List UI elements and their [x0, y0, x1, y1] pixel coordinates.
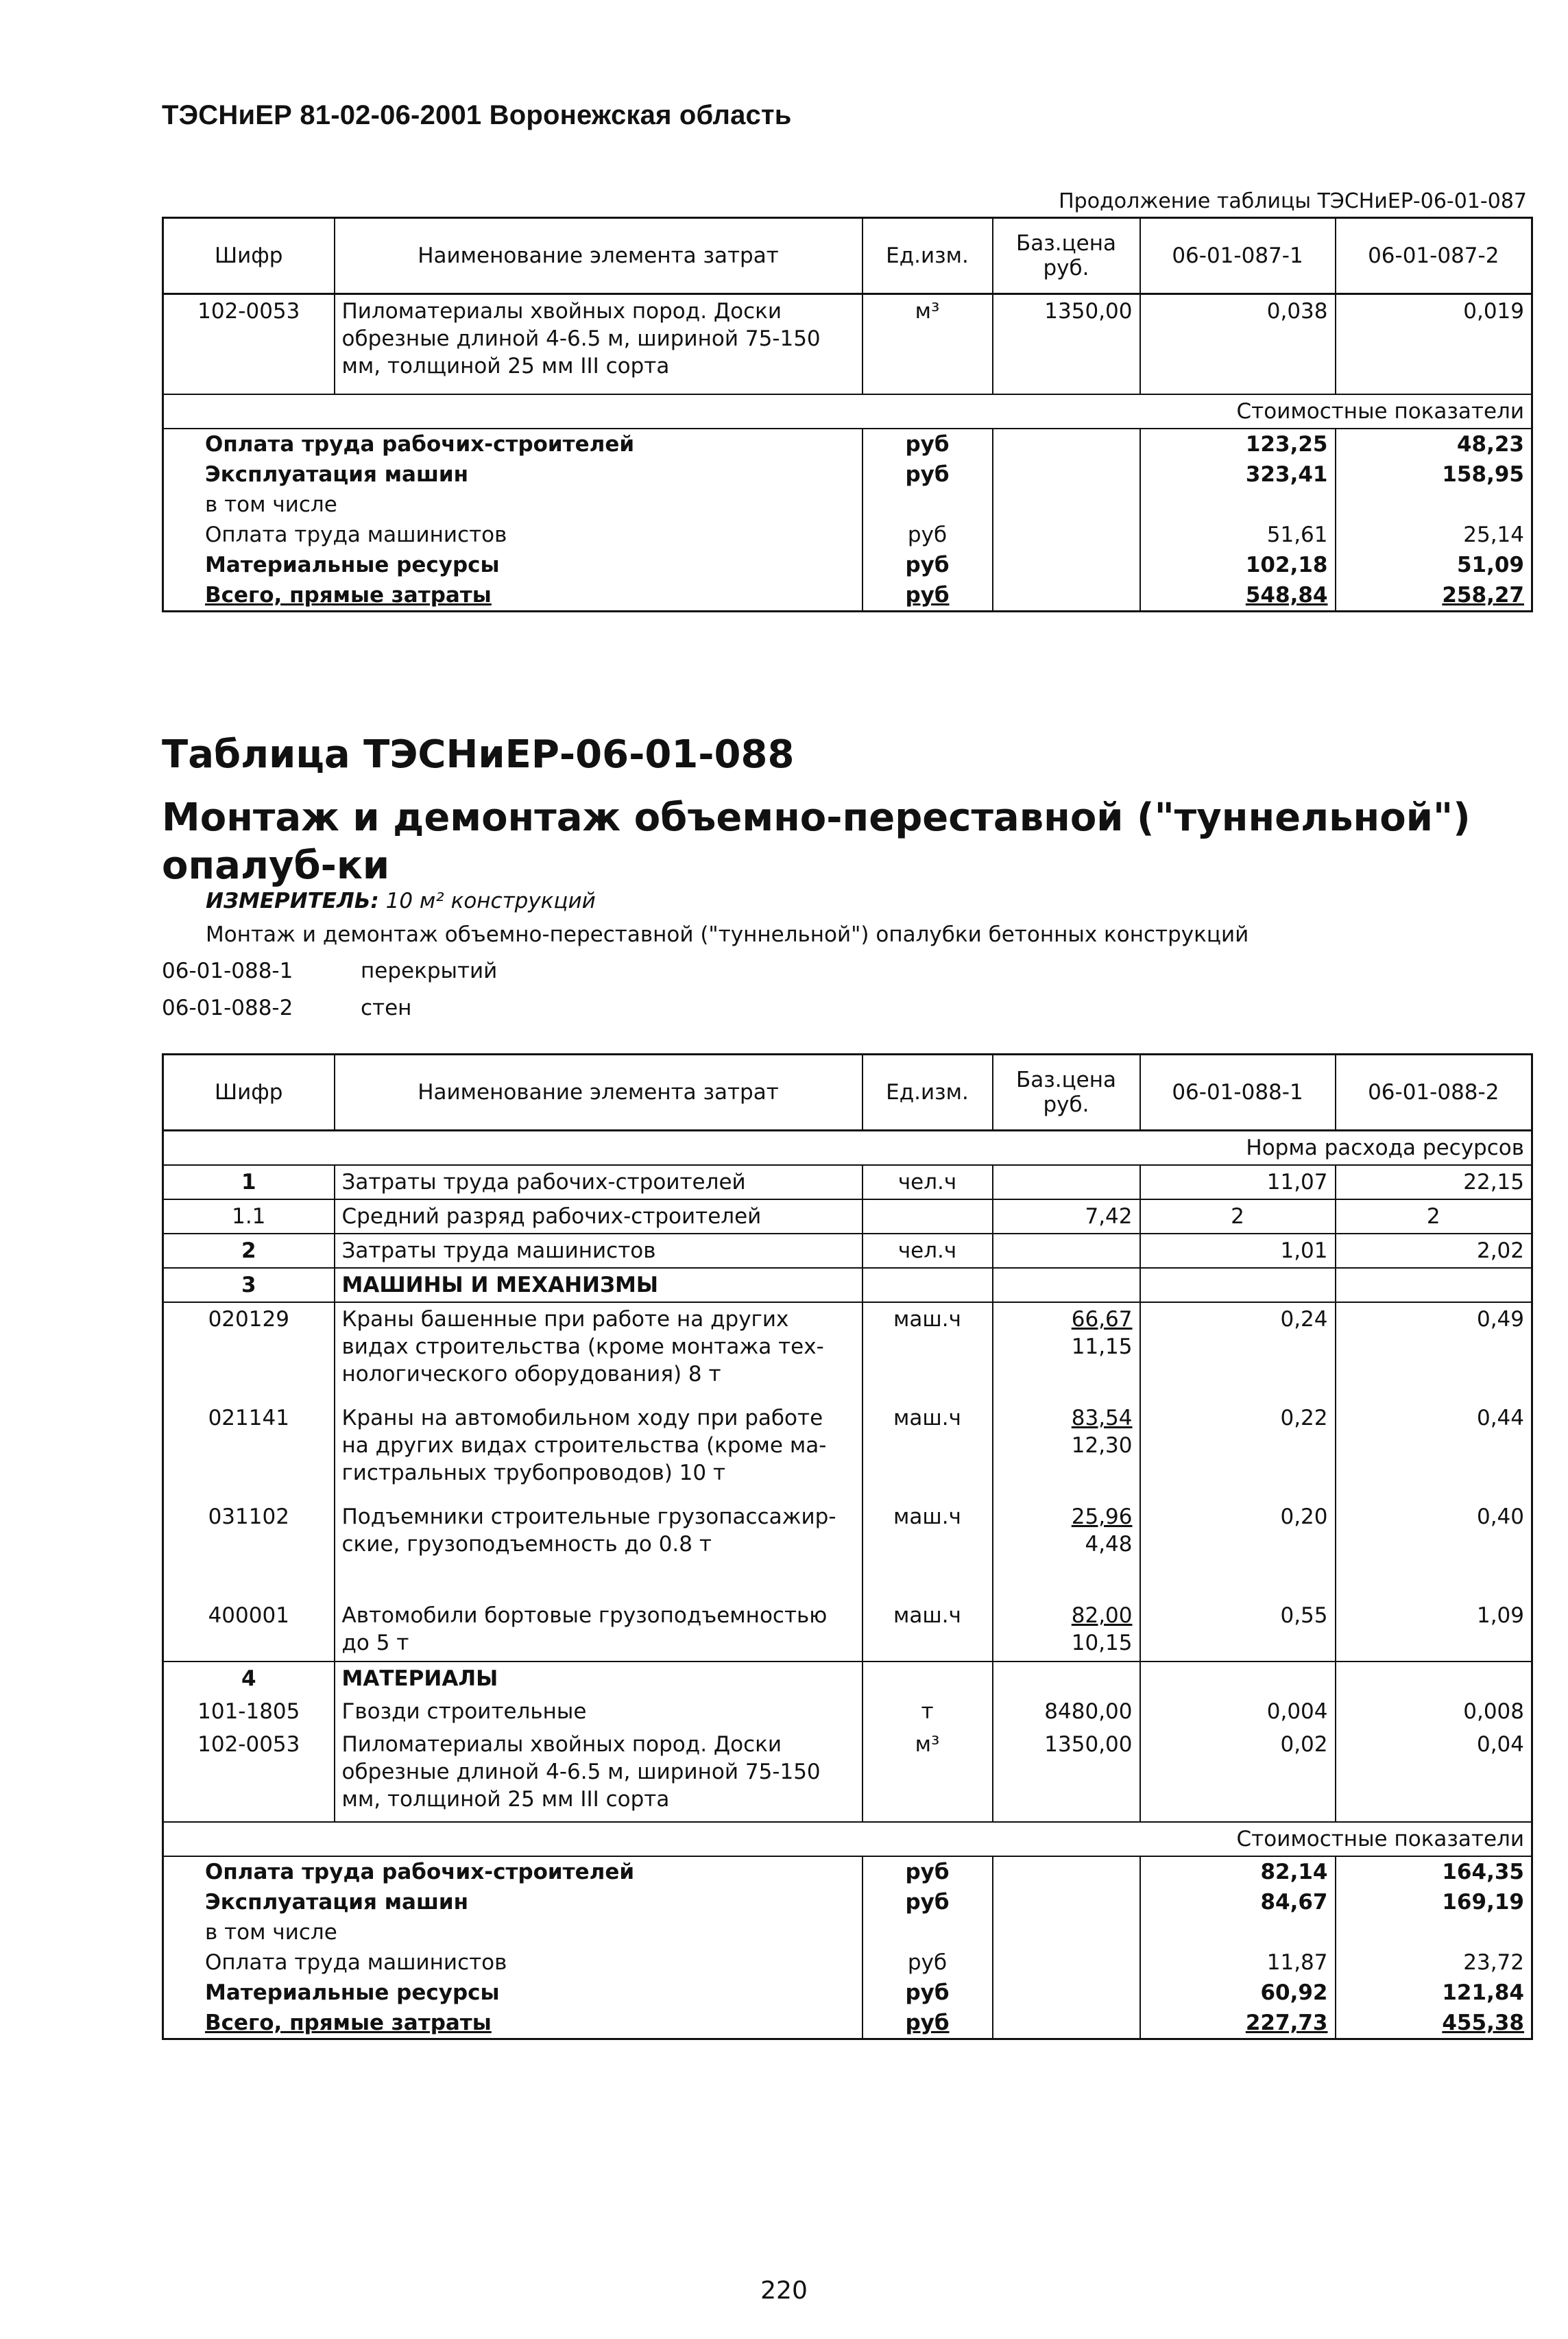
row-value-2: 0,008 — [1336, 1695, 1532, 1728]
column-header-name: Наименование элемента затрат — [335, 218, 863, 294]
cost-unit: руб — [863, 520, 993, 550]
table-row — [163, 1695, 1532, 1728]
cost-value-2 — [1336, 490, 1532, 520]
row-price — [993, 1302, 1140, 1402]
column-header-name: Наименование элемента затрат — [335, 1055, 863, 1131]
section-label: Стоимостные показатели — [163, 394, 1532, 429]
column-header-price: Баз.цена руб. — [993, 1055, 1140, 1131]
row-value-1: 0,02 — [1140, 1728, 1336, 1822]
row-value-2: 0,44 — [1336, 1402, 1532, 1500]
row-value-1: 0,20 — [1140, 1500, 1336, 1599]
row-value-2: 2,02 — [1336, 1234, 1532, 1268]
row-name: Подъемники строительные грузопассажир-ские, грузоподъемность до 0.8 т — [335, 1500, 863, 1599]
row-unit: чел.ч — [863, 1165, 993, 1199]
row-value-2 — [1336, 1268, 1532, 1302]
row-code: 2 — [163, 1234, 335, 1268]
cost-unit: руб — [863, 1978, 993, 2008]
row-value-2: 22,15 — [1336, 1165, 1532, 1199]
cost-row — [163, 429, 1532, 459]
row-value-2: 0,019 — [1336, 294, 1532, 395]
cost-value-1: 11,87 — [1140, 1947, 1336, 1978]
row-price — [993, 1662, 1140, 1695]
row-code: 1.1 — [163, 1199, 335, 1234]
row-code: 3 — [163, 1268, 335, 1302]
row-code: 400001 — [163, 1599, 335, 1662]
section-label: Стоимостные показатели — [163, 1822, 1532, 1856]
document-header: ТЭСНиЕР 81-02-06-2001 Воронежская область — [162, 100, 792, 130]
row-unit — [863, 1662, 993, 1695]
cost-unit: руб — [863, 2008, 993, 2039]
price-main: 83,54 — [1071, 1406, 1133, 1430]
row-unit: маш.ч — [863, 1599, 993, 1662]
row-code: 020129 — [163, 1302, 335, 1402]
row-unit — [863, 1199, 993, 1234]
cost-empty — [993, 1917, 1140, 1947]
row-price: 8480,00 — [993, 1695, 1140, 1728]
cost-row — [163, 1947, 1532, 1978]
cost-value-2: 121,84 — [1336, 1978, 1532, 2008]
row-value-1: 0,22 — [1140, 1402, 1336, 1500]
variant-name: перекрытий — [361, 959, 498, 983]
table-row — [163, 1728, 1532, 1822]
cost-row — [163, 2008, 1532, 2039]
column-header-price: Баз.цена руб. — [993, 218, 1140, 294]
row-code: 102-0053 — [163, 294, 335, 395]
row-value-1: 2 — [1140, 1199, 1336, 1234]
row-name: Затраты труда рабочих-строителей — [335, 1165, 863, 1199]
cost-unit — [863, 490, 993, 520]
row-name: МАТЕРИАЛЫ — [335, 1662, 863, 1695]
cost-name: Всего, прямые затраты — [163, 580, 863, 612]
cost-name: Эксплуатация машин — [163, 1887, 863, 1917]
cost-value-1: 82,14 — [1140, 1856, 1336, 1887]
row-name: Средний разряд рабочих-строителей — [335, 1199, 863, 1234]
column-header-variant-2: 06-01-088-2 — [1336, 1055, 1532, 1131]
cost-name: Всего, прямые затраты — [163, 2008, 863, 2039]
row-price: 1350,00 — [993, 294, 1140, 395]
column-header-unit: Ед.изм. — [863, 218, 993, 294]
cost-empty — [993, 1887, 1140, 1917]
cost-name: Оплата труда машинистов — [163, 1947, 863, 1978]
column-header-unit: Ед.изм. — [863, 1055, 993, 1131]
cost-empty — [993, 459, 1140, 490]
cost-unit: руб — [863, 429, 993, 459]
row-name: Краны башенные при работе на других видах строительства (кроме монтажа тех-нологического оборудования) 8 т — [335, 1302, 863, 1402]
cost-value-1 — [1140, 490, 1336, 520]
row-value-1 — [1140, 1268, 1336, 1302]
cost-value-2: 25,14 — [1336, 520, 1532, 550]
cost-name: в том числе — [163, 490, 863, 520]
cost-value-1: 102,18 — [1140, 550, 1336, 580]
row-name: Пиломатериалы хвойных пород. Доски обрезные длиной 4-6.5 м, шириной 75-150 мм, толщиной 25 мм III сорта — [335, 294, 863, 395]
cost-row — [163, 1917, 1532, 1947]
table-row — [163, 1500, 1532, 1599]
cost-value-2 — [1336, 1917, 1532, 1947]
row-value-2: 2 — [1336, 1199, 1532, 1234]
row-unit: м³ — [863, 294, 993, 395]
variant-name: стен — [361, 996, 412, 1020]
table-row — [163, 1302, 1532, 1402]
row-code: 1 — [163, 1165, 335, 1199]
cost-value-1 — [1140, 1917, 1336, 1947]
row-unit: маш.ч — [863, 1402, 993, 1500]
cost-name: Оплата труда рабочих-строителей — [163, 1856, 863, 1887]
row-unit: маш.ч — [863, 1500, 993, 1599]
cost-row — [163, 490, 1532, 520]
variant-code: 06-01-088-2 — [162, 996, 293, 1020]
cost-value-2: 169,19 — [1336, 1887, 1532, 1917]
row-price — [993, 1599, 1140, 1662]
row-value-1: 0,55 — [1140, 1599, 1336, 1662]
price-salary: 12,30 — [1071, 1433, 1133, 1458]
cost-value-1: 227,73 — [1140, 2008, 1336, 2039]
table-subtitle: Монтаж и демонтаж объемно-переставной ("туннельной") опалуб-ки — [162, 795, 1471, 888]
row-value-2: 0,49 — [1336, 1302, 1532, 1402]
section-row — [163, 1131, 1532, 1166]
column-header-code: Шифр — [163, 1055, 335, 1131]
cost-name: в том числе — [163, 1917, 863, 1947]
resource-table — [162, 1053, 1533, 2040]
row-name: Пиломатериалы хвойных пород. Доски обрезные длиной 4-6.5 м, шириной 75-150 мм, толщиной 25 мм III сорта — [335, 1728, 863, 1822]
cost-row — [163, 1856, 1532, 1887]
variant-code: 06-01-088-1 — [162, 959, 293, 983]
cost-empty — [993, 550, 1140, 580]
cost-empty — [993, 1947, 1140, 1978]
cost-empty — [993, 520, 1140, 550]
row-name: Автомобили бортовые грузоподъемностью до 5 т — [335, 1599, 863, 1662]
price-salary: 11,15 — [1071, 1334, 1133, 1359]
continuation-table — [162, 217, 1533, 612]
row-unit: чел.ч — [863, 1234, 993, 1268]
row-unit: т — [863, 1695, 993, 1728]
column-header-variant-2: 06-01-087-2 — [1336, 218, 1532, 294]
row-price: 7,42 — [993, 1199, 1140, 1234]
row-value-2: 0,04 — [1336, 1728, 1532, 1822]
table-row — [163, 1199, 1532, 1234]
row-unit: маш.ч — [863, 1302, 993, 1402]
cost-row — [163, 459, 1532, 490]
cost-empty — [993, 1978, 1140, 2008]
cost-name: Материальные ресурсы — [163, 550, 863, 580]
row-value-1 — [1140, 1662, 1336, 1695]
variant-line — [162, 959, 497, 983]
row-code: 4 — [163, 1662, 335, 1695]
row-price — [993, 1268, 1140, 1302]
cost-value-2: 258,27 — [1336, 580, 1532, 612]
cost-empty — [993, 429, 1140, 459]
row-price — [993, 1500, 1140, 1599]
cost-value-2: 23,72 — [1336, 1947, 1532, 1978]
cost-unit: руб — [863, 1887, 993, 1917]
section-row — [163, 1822, 1532, 1856]
row-price: 1350,00 — [993, 1728, 1140, 1822]
table-title: Таблица ТЭСНиЕР-06-01-088 — [162, 732, 795, 777]
price-main: 66,67 — [1071, 1307, 1133, 1332]
cost-value-2: 164,35 — [1336, 1856, 1532, 1887]
continuation-caption: Продолжение таблицы ТЭСНиЕР-06-01-087 — [1059, 189, 1527, 213]
cost-row — [163, 550, 1532, 580]
row-value-1: 1,01 — [1140, 1234, 1336, 1268]
table-row — [163, 1599, 1532, 1662]
row-name: Затраты труда машинистов — [335, 1234, 863, 1268]
cost-value-2: 51,09 — [1336, 550, 1532, 580]
section-row — [163, 394, 1532, 429]
row-unit: м³ — [863, 1728, 993, 1822]
price-main: 82,00 — [1071, 1603, 1133, 1628]
row-code: 102-0053 — [163, 1728, 335, 1822]
cost-name: Эксплуатация машин — [163, 459, 863, 490]
cost-unit: руб — [863, 1947, 993, 1978]
row-unit — [863, 1268, 993, 1302]
column-header-code: Шифр — [163, 218, 335, 294]
cost-unit — [863, 1917, 993, 1947]
row-code: 021141 — [163, 1402, 335, 1500]
cost-empty — [993, 1856, 1140, 1887]
table-row — [163, 294, 1532, 395]
cost-row — [163, 1978, 1532, 2008]
row-name: МАШИНЫ И МЕХАНИЗМЫ — [335, 1268, 863, 1302]
cost-row — [163, 580, 1532, 612]
cost-empty — [993, 2008, 1140, 2039]
row-price — [993, 1402, 1140, 1500]
cost-empty — [993, 580, 1140, 612]
section-label: Норма расхода ресурсов — [163, 1131, 1532, 1166]
column-header-variant-1: 06-01-087-1 — [1140, 218, 1336, 294]
row-name: Гвозди строительные — [335, 1695, 863, 1728]
cost-value-1: 84,67 — [1140, 1887, 1336, 1917]
table-row — [163, 1165, 1532, 1199]
table-description: Монтаж и демонтаж объемно-переставной ("туннельной") опалубки бетонных конструкций — [206, 922, 1249, 947]
cost-value-1: 123,25 — [1140, 429, 1336, 459]
table-row — [163, 1234, 1532, 1268]
cost-name: Оплата труда рабочих-строителей — [163, 429, 863, 459]
row-name: Краны на автомобильном ходу при работе на других видах строительства (кроме ма-гистральных трубопроводов) 10 т — [335, 1402, 863, 1500]
cost-unit: руб — [863, 1856, 993, 1887]
row-code: 101-1805 — [163, 1695, 335, 1728]
meter-value: 10 м² конструкций — [385, 889, 596, 913]
row-value-1: 11,07 — [1140, 1165, 1336, 1199]
meter-label: ИЗМЕРИТЕЛЬ: — [206, 889, 379, 913]
row-value-1: 0,24 — [1140, 1302, 1336, 1402]
row-value-2 — [1336, 1662, 1532, 1695]
cost-name: Оплата труда машинистов — [163, 520, 863, 550]
cost-value-2: 158,95 — [1336, 459, 1532, 490]
row-value-2: 1,09 — [1336, 1599, 1532, 1662]
page-number: 220 — [760, 2277, 808, 2305]
cost-row — [163, 1887, 1532, 1917]
cost-unit: руб — [863, 459, 993, 490]
row-price — [993, 1234, 1140, 1268]
row-value-1: 0,038 — [1140, 294, 1336, 395]
cost-value-2: 455,38 — [1336, 2008, 1532, 2039]
cost-value-1: 548,84 — [1140, 580, 1336, 612]
cost-unit: руб — [863, 550, 993, 580]
cost-name: Материальные ресурсы — [163, 1978, 863, 2008]
row-price — [993, 1165, 1140, 1199]
table-row — [163, 1402, 1532, 1500]
cost-unit: руб — [863, 580, 993, 612]
table-row — [163, 1268, 1532, 1302]
price-main: 25,96 — [1071, 1504, 1133, 1529]
cost-value-1: 60,92 — [1140, 1978, 1336, 2008]
cost-value-2: 48,23 — [1336, 429, 1532, 459]
price-salary: 10,15 — [1071, 1631, 1133, 1655]
measurement-unit — [206, 889, 596, 913]
cost-row — [163, 520, 1532, 550]
cost-value-1: 323,41 — [1140, 459, 1336, 490]
row-code: 031102 — [163, 1500, 335, 1599]
row-value-2: 0,40 — [1336, 1500, 1532, 1599]
table-row — [163, 1662, 1532, 1695]
row-value-1: 0,004 — [1140, 1695, 1336, 1728]
column-header-variant-1: 06-01-088-1 — [1140, 1055, 1336, 1131]
variant-line — [162, 996, 411, 1020]
cost-empty — [993, 490, 1140, 520]
price-salary: 4,48 — [1085, 1532, 1133, 1557]
cost-value-1: 51,61 — [1140, 520, 1336, 550]
